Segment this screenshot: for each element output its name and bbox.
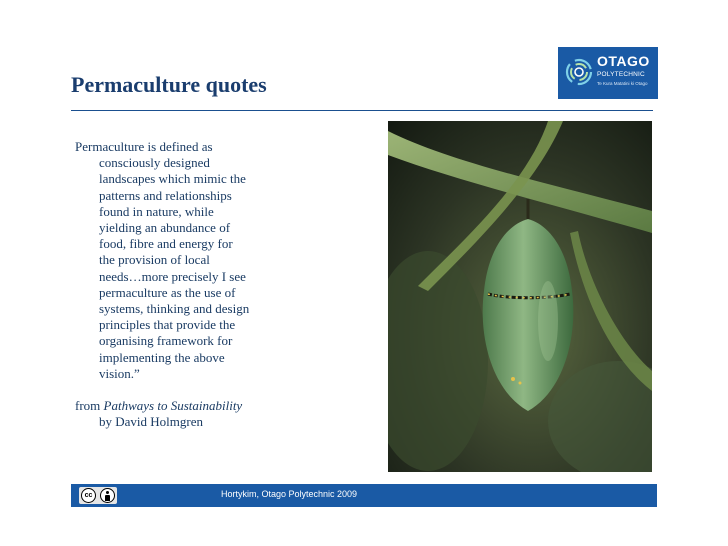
from-label: from xyxy=(75,398,101,414)
otago-polytechnic-logo xyxy=(558,47,658,99)
logo-name: OTAGO xyxy=(597,53,650,69)
quote-text xyxy=(75,139,275,430)
logo-subtitle: POLYTECHNIC xyxy=(597,71,645,78)
footer-bar xyxy=(71,484,657,507)
attribution-icon xyxy=(100,488,115,503)
footer-credit: Hortykim, Otago Polytechnic 2009 xyxy=(221,489,358,499)
logo-tagline: Te Kura Matatini ki Otago xyxy=(597,81,648,86)
cc-icon: cc xyxy=(81,488,96,503)
chrysalis-photo xyxy=(388,121,652,472)
slide-title: Permaculture quotes xyxy=(71,72,267,97)
author-name: by David Holmgren xyxy=(99,414,203,430)
creative-commons-badge xyxy=(79,487,117,504)
quote-body: Permaculture is defined as consciously designed landscapes which mimic the patterns and relationships found in nature, while yielding an abundance of food, fibre and energy for the provision of local needs…more precisely I see permaculture as the use of systems, thinking and design principles that provide the organising framework for implementing the above vision.” xyxy=(75,139,250,381)
swirl-logo-icon xyxy=(564,57,594,87)
book-title: Pathways to Sustainability xyxy=(103,398,243,414)
quote-source xyxy=(75,398,275,430)
title-divider xyxy=(71,110,653,111)
